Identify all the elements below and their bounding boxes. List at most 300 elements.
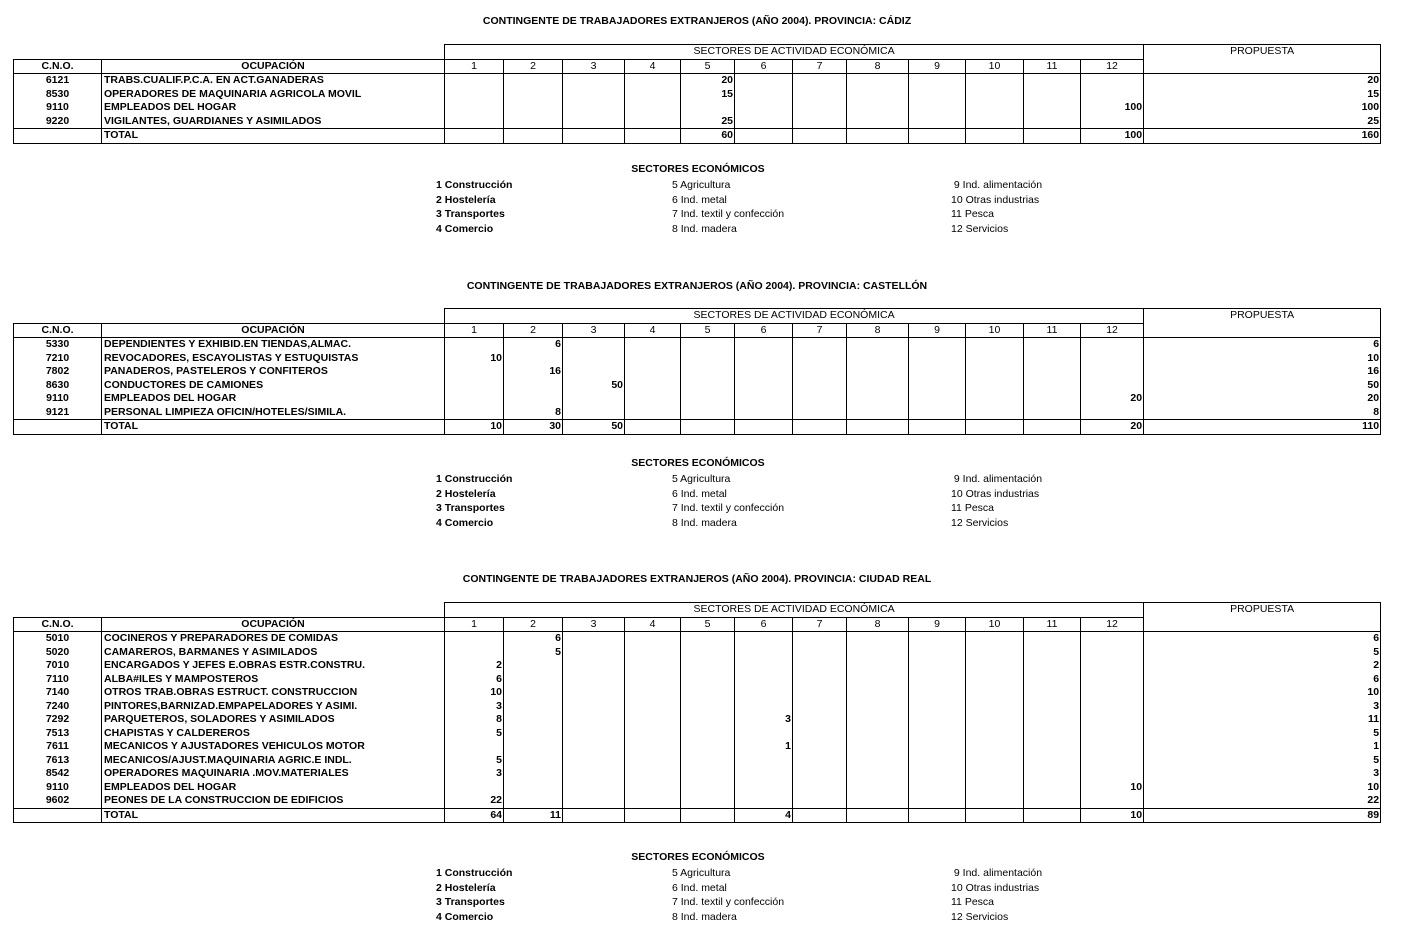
ocupacion-header: OCUPACIÓN xyxy=(102,323,445,338)
total-sector-value xyxy=(909,808,966,823)
legend-item: 9 Ind. alimentación xyxy=(951,179,1043,191)
total-row xyxy=(14,129,1381,144)
occupation-name: ALBA#ILES Y MAMPOSTEROS xyxy=(102,673,445,687)
sector-value-cell xyxy=(966,713,1024,727)
legend-item: 2 Hostelería xyxy=(436,193,496,206)
occupation-name: ENCARGADOS Y JEFES E.OBRAS ESTR.CONSTRU. xyxy=(102,659,445,673)
legend-item: 11 Pesca xyxy=(951,896,994,908)
propuesta-value: 15 xyxy=(1144,88,1381,102)
table-row xyxy=(14,88,1381,102)
sector-value-cell xyxy=(909,700,966,714)
sector-value-cell xyxy=(445,740,504,754)
sector-value-cell xyxy=(1081,686,1144,700)
sector-value-cell xyxy=(847,781,909,795)
sector-value-cell xyxy=(793,700,847,714)
sector-value-cell: 5 xyxy=(445,754,504,768)
sector-value-cell xyxy=(735,365,793,379)
sector-value-cell xyxy=(847,686,909,700)
total-sector-value xyxy=(966,420,1024,435)
legend-column xyxy=(436,472,512,530)
header-row-sectors xyxy=(14,309,1381,324)
sector-value-cell xyxy=(793,379,847,393)
occupation-name: OTROS TRAB.OBRAS ESTRUCT. CONSTRUCCION xyxy=(102,686,445,700)
cno-code: 7010 xyxy=(14,659,102,673)
sector-value-cell xyxy=(1024,115,1081,129)
sector-activity-header: SECTORES DE ACTIVIDAD ECONÓMICA xyxy=(445,603,1144,618)
legend-item: 7 Ind. textil y confección xyxy=(672,896,785,908)
sector-value-cell: 50 xyxy=(563,379,625,393)
cno-code: 7140 xyxy=(14,686,102,700)
legend-item: 1 Construcción xyxy=(436,473,513,485)
sector-value-cell xyxy=(735,794,793,808)
sector-value-cell xyxy=(563,740,625,754)
legend-item: 9 Ind. alimentación xyxy=(951,473,1043,485)
sector-value-cell xyxy=(625,740,681,754)
sector-value-cell xyxy=(1024,740,1081,754)
header-row-sectors xyxy=(14,603,1381,618)
table-row xyxy=(14,74,1381,88)
total-sector-value xyxy=(909,420,966,435)
sector-value-cell xyxy=(504,767,563,781)
sector-value-cell xyxy=(735,727,793,741)
sector-value-cell xyxy=(909,406,966,420)
sector-value-cell xyxy=(1081,379,1144,393)
legend-column xyxy=(951,178,1042,236)
sector-value-cell xyxy=(966,673,1024,687)
propuesta-value: 50 xyxy=(1144,379,1381,393)
sector-value-cell xyxy=(735,101,793,115)
sector-value-cell xyxy=(847,365,909,379)
sector-value-cell xyxy=(966,754,1024,768)
occupation-name: PARQUETEROS, SOLADORES Y ASIMILADOS xyxy=(102,713,445,727)
sector-value-cell xyxy=(735,392,793,406)
sector-value-cell xyxy=(847,352,909,366)
sector-value-cell xyxy=(793,74,847,88)
legend-item: 10 Otras industrias xyxy=(951,881,1040,894)
cno-code: 5020 xyxy=(14,646,102,660)
cno-code: 9110 xyxy=(14,392,102,406)
sector-value-cell xyxy=(847,767,909,781)
sector-value-cell xyxy=(966,727,1024,741)
sector-value-cell xyxy=(681,379,735,393)
sector-value-cell xyxy=(909,88,966,102)
sector-value-cell xyxy=(504,700,563,714)
sector-value-cell xyxy=(1024,686,1081,700)
sector-value-cell xyxy=(445,632,504,646)
total-sector-value xyxy=(847,129,909,144)
table-row xyxy=(14,101,1381,115)
sector-value-cell xyxy=(563,767,625,781)
total-sector-value: 4 xyxy=(735,808,793,823)
total-sector-value: 10 xyxy=(445,420,504,435)
propuesta-value: 6 xyxy=(1144,632,1381,646)
sector-value-cell xyxy=(793,754,847,768)
sector-value-cell xyxy=(966,74,1024,88)
sector-value-cell xyxy=(909,352,966,366)
table-row xyxy=(14,646,1381,660)
sector-value-cell xyxy=(735,406,793,420)
occupation-name: VIGILANTES, GUARDIANES Y ASIMILADOS xyxy=(102,115,445,129)
sector-value-cell xyxy=(681,740,735,754)
cno-code: 7240 xyxy=(14,700,102,714)
legend-title: SECTORES ECONÓMICOS xyxy=(631,163,765,175)
sector-value-cell xyxy=(563,101,625,115)
sector-value-cell xyxy=(847,74,909,88)
occupation-name: CHAPISTAS Y CALDEREROS xyxy=(102,727,445,741)
sector-value-cell xyxy=(563,352,625,366)
sector-value-cell xyxy=(1081,352,1144,366)
sector-value-cell: 8 xyxy=(445,713,504,727)
legend-column xyxy=(672,178,784,236)
sector-value-cell xyxy=(1024,632,1081,646)
legend-item: 11 Pesca xyxy=(951,208,994,220)
sector-activity-header: SECTORES DE ACTIVIDAD ECONÓMICA xyxy=(445,309,1144,324)
sector-value-cell xyxy=(1024,406,1081,420)
sector-value-cell xyxy=(847,740,909,754)
sector-number-header: 7 xyxy=(793,59,847,74)
sector-number-header: 4 xyxy=(625,59,681,74)
propuesta-value: 5 xyxy=(1144,754,1381,768)
sector-number-header: 12 xyxy=(1081,323,1144,338)
sector-value-cell xyxy=(966,101,1024,115)
propuesta-value: 100 xyxy=(1144,101,1381,115)
sector-value-cell: 10 xyxy=(445,352,504,366)
sector-number-header: 10 xyxy=(966,617,1024,632)
sector-value-cell xyxy=(1081,713,1144,727)
sector-value-cell xyxy=(735,632,793,646)
sector-value-cell xyxy=(909,713,966,727)
sector-value-cell xyxy=(563,115,625,129)
sector-value-cell xyxy=(909,392,966,406)
contingent-table xyxy=(13,602,1381,823)
legend-column xyxy=(436,178,512,236)
total-sector-value xyxy=(847,420,909,435)
sector-value-cell xyxy=(966,686,1024,700)
section-title: CONTINGENTE DE TRABAJADORES EXTRANJEROS (AÑO 2004). PROVINCIA: CIUDAD REAL xyxy=(462,573,932,585)
sector-value-cell xyxy=(1024,74,1081,88)
legend-column xyxy=(951,472,1042,530)
legend-item: 8 Ind. madera xyxy=(672,222,737,235)
legend-item: 5 Agricultura xyxy=(672,179,731,191)
sector-value-cell xyxy=(1081,659,1144,673)
sector-value-cell xyxy=(681,794,735,808)
sector-value-cell xyxy=(625,392,681,406)
sector-value-cell xyxy=(909,686,966,700)
sector-value-cell xyxy=(966,794,1024,808)
sector-value-cell xyxy=(793,646,847,660)
sector-value-cell xyxy=(966,379,1024,393)
sector-value-cell xyxy=(504,88,563,102)
sector-value-cell xyxy=(1024,794,1081,808)
sector-value-cell xyxy=(504,659,563,673)
total-sector-value xyxy=(1024,420,1081,435)
cno-code: 9121 xyxy=(14,406,102,420)
sector-value-cell xyxy=(966,406,1024,420)
sector-value-cell xyxy=(966,365,1024,379)
sector-number-header: 8 xyxy=(847,617,909,632)
sector-value-cell xyxy=(563,754,625,768)
table-row xyxy=(14,659,1381,673)
sector-value-cell xyxy=(847,101,909,115)
occupation-name: PEONES DE LA CONSTRUCCION DE EDIFICIOS xyxy=(102,794,445,808)
sector-value-cell xyxy=(793,115,847,129)
sector-value-cell xyxy=(504,673,563,687)
sector-value-cell xyxy=(681,392,735,406)
sector-value-cell xyxy=(563,781,625,795)
cno-code: 7292 xyxy=(14,713,102,727)
legend-item: 7 Ind. textil y confección xyxy=(672,208,785,220)
sector-value-cell xyxy=(735,379,793,393)
occupation-name: EMPLEADOS DEL HOGAR xyxy=(102,781,445,795)
cno-code: 7110 xyxy=(14,673,102,687)
cno-code: 5330 xyxy=(14,338,102,352)
total-sector-value: 10 xyxy=(1081,808,1144,823)
propuesta-value: 10 xyxy=(1144,352,1381,366)
contingent-table xyxy=(13,308,1381,435)
cno-code: 7210 xyxy=(14,352,102,366)
propuesta-value: 20 xyxy=(1144,392,1381,406)
sector-value-cell xyxy=(966,740,1024,754)
sector-value-cell: 6 xyxy=(504,632,563,646)
sector-value-cell xyxy=(847,673,909,687)
table-row xyxy=(14,727,1381,741)
sector-value-cell xyxy=(966,659,1024,673)
sector-number-header: 5 xyxy=(681,59,735,74)
total-sector-value xyxy=(504,129,563,144)
sector-value-cell xyxy=(625,88,681,102)
sector-value-cell xyxy=(681,727,735,741)
total-sector-value xyxy=(966,129,1024,144)
cno-code: 7513 xyxy=(14,727,102,741)
sector-value-cell xyxy=(1024,379,1081,393)
sector-value-cell xyxy=(1024,673,1081,687)
cno-header: C.N.O. xyxy=(14,323,102,338)
legend-item: 11 Pesca xyxy=(951,502,994,514)
occupation-name: PERSONAL LIMPIEZA OFICIN/HOTELES/SIMILA. xyxy=(102,406,445,420)
sector-value-cell xyxy=(1024,646,1081,660)
legend-item: 9 Ind. alimentación xyxy=(951,867,1043,879)
sector-value-cell xyxy=(793,767,847,781)
sector-value-cell xyxy=(1081,115,1144,129)
sector-value-cell xyxy=(909,767,966,781)
total-sector-value xyxy=(793,420,847,435)
legend-item: 3 Transportes xyxy=(436,896,505,908)
sector-value-cell xyxy=(909,727,966,741)
total-propuesta-value: 110 xyxy=(1144,420,1381,435)
legend-column xyxy=(436,866,512,924)
legend-item: 4 Comercio xyxy=(436,516,494,529)
sector-value-cell xyxy=(625,406,681,420)
sector-number-header: 10 xyxy=(966,323,1024,338)
sector-value-cell xyxy=(681,686,735,700)
sector-number-header: 1 xyxy=(445,617,504,632)
sector-value-cell xyxy=(504,713,563,727)
legend-column xyxy=(672,472,784,530)
sector-value-cell xyxy=(681,632,735,646)
sector-value-cell xyxy=(1024,754,1081,768)
sector-value-cell xyxy=(681,659,735,673)
propuesta-header: PROPUESTA xyxy=(1144,45,1381,74)
sector-value-cell xyxy=(625,338,681,352)
sector-value-cell xyxy=(563,659,625,673)
legend-title: SECTORES ECONÓMICOS xyxy=(631,851,765,863)
sector-value-cell xyxy=(563,392,625,406)
sector-value-cell xyxy=(681,754,735,768)
table-row xyxy=(14,686,1381,700)
sector-value-cell xyxy=(735,338,793,352)
table-row xyxy=(14,754,1381,768)
total-sector-value xyxy=(445,129,504,144)
propuesta-value: 10 xyxy=(1144,686,1381,700)
sector-number-header: 5 xyxy=(681,323,735,338)
sector-value-cell xyxy=(504,74,563,88)
sector-activity-header: SECTORES DE ACTIVIDAD ECONÓMICA xyxy=(445,45,1144,60)
sector-value-cell xyxy=(1081,88,1144,102)
propuesta-value: 20 xyxy=(1144,74,1381,88)
sector-value-cell xyxy=(681,700,735,714)
sector-value-cell xyxy=(735,115,793,129)
sector-value-cell xyxy=(1081,794,1144,808)
sector-value-cell xyxy=(735,88,793,102)
table-row xyxy=(14,781,1381,795)
sector-value-cell xyxy=(681,338,735,352)
propuesta-value: 5 xyxy=(1144,727,1381,741)
sector-number-header: 1 xyxy=(445,59,504,74)
total-sector-value xyxy=(1024,129,1081,144)
ocupacion-header: OCUPACIÓN xyxy=(102,617,445,632)
legend-item: 1 Construcción xyxy=(436,179,513,191)
legend-item: 6 Ind. metal xyxy=(672,487,727,500)
total-sector-value xyxy=(793,129,847,144)
cno-header: C.N.O. xyxy=(14,617,102,632)
sector-value-cell xyxy=(563,794,625,808)
sector-value-cell: 16 xyxy=(504,365,563,379)
sector-value-cell xyxy=(445,338,504,352)
legend-column xyxy=(672,866,784,924)
legend-item: 10 Otras industrias xyxy=(951,487,1040,500)
total-sector-value: 60 xyxy=(681,129,735,144)
sector-number-header: 7 xyxy=(793,323,847,338)
occupation-name: DEPENDIENTES Y EXHIBID.EN TIENDAS,ALMAC. xyxy=(102,338,445,352)
total-propuesta-value: 89 xyxy=(1144,808,1381,823)
sector-value-cell xyxy=(625,754,681,768)
cno-code: 5010 xyxy=(14,632,102,646)
total-sector-value: 30 xyxy=(504,420,563,435)
sector-number-header: 5 xyxy=(681,617,735,632)
sector-value-cell: 22 xyxy=(445,794,504,808)
legend-item: 6 Ind. metal xyxy=(672,881,727,894)
cno-code: 7613 xyxy=(14,754,102,768)
sector-value-cell xyxy=(563,338,625,352)
header-row-sectors xyxy=(14,45,1381,60)
sector-value-cell: 3 xyxy=(735,713,793,727)
sector-value-cell xyxy=(1024,767,1081,781)
sector-value-cell: 6 xyxy=(445,673,504,687)
sector-number-header: 6 xyxy=(735,617,793,632)
table-row xyxy=(14,392,1381,406)
sector-value-cell xyxy=(793,406,847,420)
sector-value-cell xyxy=(1081,740,1144,754)
total-sector-value xyxy=(625,808,681,823)
sector-value-cell xyxy=(793,781,847,795)
sector-value-cell xyxy=(847,392,909,406)
sector-value-cell xyxy=(966,781,1024,795)
total-row xyxy=(14,420,1381,435)
propuesta-value: 1 xyxy=(1144,740,1381,754)
total-sector-value xyxy=(681,420,735,435)
sector-value-cell xyxy=(445,781,504,795)
sector-value-cell xyxy=(966,646,1024,660)
sector-number-header: 6 xyxy=(735,59,793,74)
sector-value-cell xyxy=(1081,673,1144,687)
sector-value-cell xyxy=(1081,74,1144,88)
occupation-name: COCINEROS Y PREPARADORES DE COMIDAS xyxy=(102,632,445,646)
sector-value-cell xyxy=(793,673,847,687)
total-propuesta-value: 160 xyxy=(1144,129,1381,144)
sector-value-cell xyxy=(445,74,504,88)
sector-value-cell xyxy=(563,632,625,646)
sector-value-cell xyxy=(966,115,1024,129)
sector-value-cell xyxy=(793,352,847,366)
sector-value-cell xyxy=(735,781,793,795)
total-sector-value xyxy=(681,808,735,823)
propuesta-value: 8 xyxy=(1144,406,1381,420)
occupation-name: MECANICOS Y AJUSTADORES VEHICULOS MOTOR xyxy=(102,740,445,754)
occupation-name: CAMAREROS, BARMANES Y ASIMILADOS xyxy=(102,646,445,660)
legend-item: 12 Servicios xyxy=(951,516,1009,529)
table-row xyxy=(14,115,1381,129)
sector-value-cell xyxy=(681,713,735,727)
total-sector-value: 100 xyxy=(1081,129,1144,144)
sector-value-cell xyxy=(625,686,681,700)
sector-value-cell xyxy=(1024,727,1081,741)
sector-value-cell xyxy=(504,686,563,700)
legend-column xyxy=(951,866,1042,924)
sector-value-cell xyxy=(735,754,793,768)
sector-value-cell xyxy=(847,115,909,129)
sector-value-cell xyxy=(1081,727,1144,741)
legend-item: 3 Transportes xyxy=(436,208,505,220)
sector-value-cell xyxy=(1024,700,1081,714)
sector-number-header: 11 xyxy=(1024,59,1081,74)
sector-value-cell xyxy=(1081,632,1144,646)
sector-value-cell: 10 xyxy=(445,686,504,700)
sector-number-header: 2 xyxy=(504,617,563,632)
sector-value-cell xyxy=(563,365,625,379)
propuesta-header: PROPUESTA xyxy=(1144,603,1381,632)
sector-value-cell xyxy=(504,781,563,795)
propuesta-value: 3 xyxy=(1144,700,1381,714)
sector-value-cell xyxy=(445,88,504,102)
total-sector-value xyxy=(563,808,625,823)
propuesta-value: 5 xyxy=(1144,646,1381,660)
sector-number-header: 10 xyxy=(966,59,1024,74)
sector-value-cell xyxy=(1024,392,1081,406)
propuesta-value: 6 xyxy=(1144,673,1381,687)
table-row xyxy=(14,794,1381,808)
sector-number-header: 3 xyxy=(563,617,625,632)
occupation-name: TRABS.CUALIF.P.C.A. EN ACT.GANADERAS xyxy=(102,74,445,88)
legend-item: 4 Comercio xyxy=(436,910,494,923)
legend-item: 12 Servicios xyxy=(951,910,1009,923)
sector-value-cell xyxy=(909,115,966,129)
legend-item: 2 Hostelería xyxy=(436,487,496,500)
sector-value-cell xyxy=(681,365,735,379)
total-label: TOTAL xyxy=(102,129,445,144)
sector-value-cell xyxy=(735,659,793,673)
sector-value-cell xyxy=(793,659,847,673)
sector-value-cell xyxy=(625,352,681,366)
